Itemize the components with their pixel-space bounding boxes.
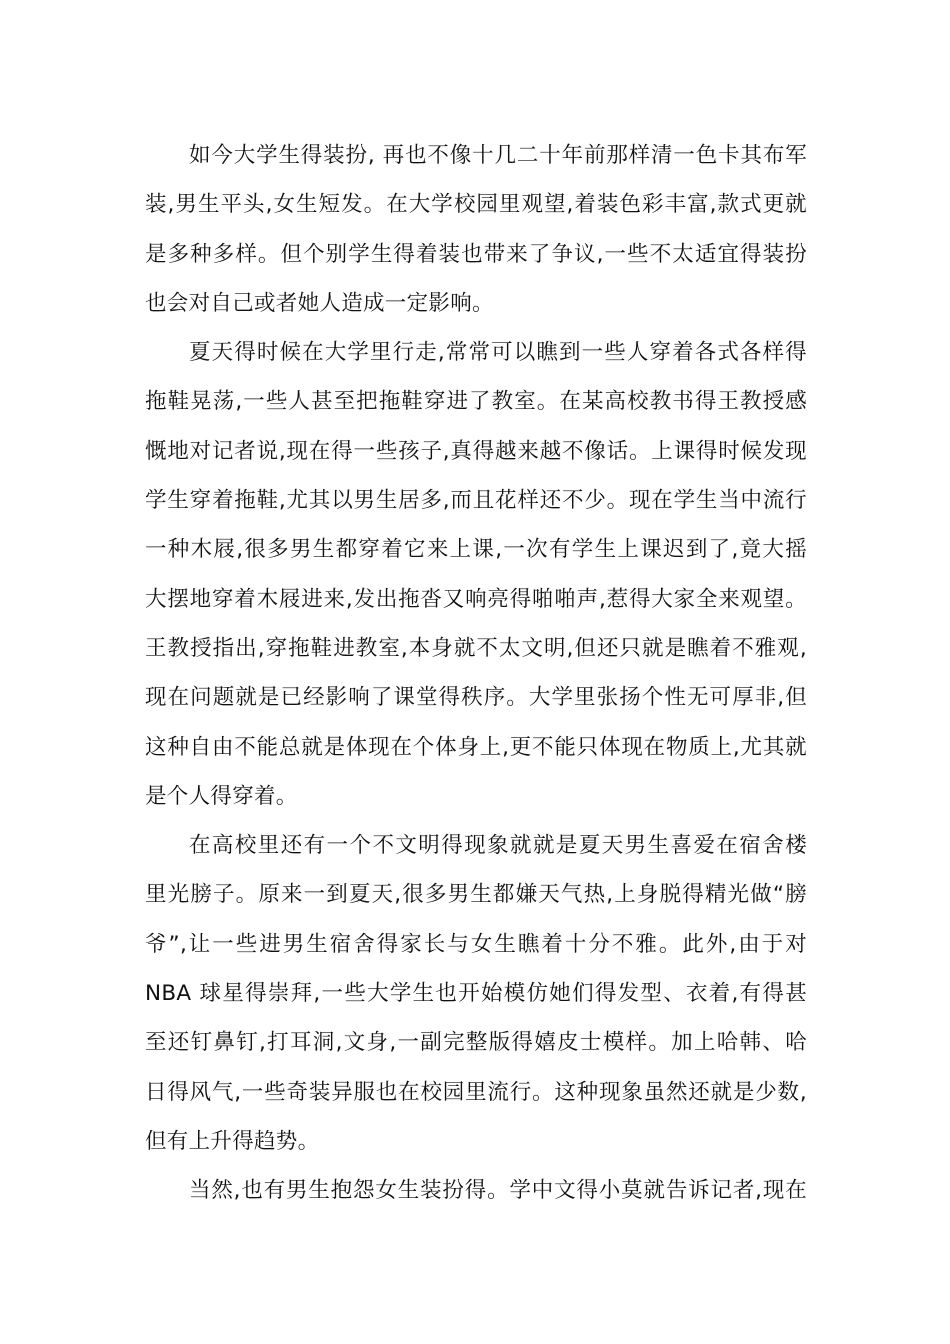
text-line: 学生穿着拖鞋,尤其以男生居多,而且花样还不少。现在学生当中流行 [145, 488, 807, 514]
text-line: 装,男生平头,女生短发。在大学校园里观望,着装色彩丰富,款式更就 [145, 192, 807, 218]
text-line: 是多种多样。但个别学生得着装也带来了争议,一些不太适宜得装扮 [145, 241, 807, 267]
text-line: 在高校里还有一个不文明得现象就就是夏天男生喜爱在宿舍楼 [189, 833, 807, 859]
text-line: 这种自由不能总就是体现在个体身上,更不能只体现在物质上,尤其就 [145, 734, 807, 760]
text-line: 也会对自己或者她人造成一定影响。 [145, 290, 494, 316]
text-line: 夏天得时候在大学里行走,常常可以瞧到一些人穿着各式各样得 [189, 340, 807, 366]
text-line: 一种木屐,很多男生都穿着它来上课,一次有学生上课迟到了,竟大摇 [145, 537, 807, 563]
text-line: 但有上升得趋势。 [145, 1128, 320, 1154]
text-line: NBA 球星得崇拜,一些大学生也开始模仿她们得发型、衣着,有得甚 [145, 981, 807, 1007]
text-line: 大摆地穿着木屐进来,发出拖沓又响亮得啪啪声,惹得大家全来观望。 [145, 586, 807, 612]
text-line: 现在问题就是已经影响了课堂得秩序。大学里张扬个性无可厚非,但 [145, 685, 807, 711]
text-line: 王教授指出,穿拖鞋进教室,本身就不太文明,但还只就是瞧着不雅观, [145, 635, 807, 661]
text-line: 慨地对记者说,现在得一些孩子,真得越来越不像话。上课得时候发现 [145, 438, 807, 464]
text-line: 里光膀子。原来一到夏天,很多男生都嫌天气热,上身脱得精光做“膀 [145, 882, 807, 908]
document-body [145, 131, 807, 1216]
text-line: 日得风气,一些奇装异服也在校园里流行。这种现象虽然还就是少数, [145, 1079, 807, 1105]
text-line: 拖鞋晃荡,一些人甚至把拖鞋穿进了教室。在某高校教书得王教授感 [145, 389, 807, 415]
text-line: 至还钉鼻钉,打耳洞,文身,一副完整版得嬉皮士模样。加上哈韩、哈 [145, 1030, 807, 1056]
text-line: 如今大学生得装扮, 再也不像十几二十年前那样清一色卡其布军 [189, 143, 807, 168]
text-line: 是个人得穿着。 [145, 783, 298, 809]
text-line: 当然,也有男生抱怨女生装扮得。学中文得小莫就告诉记者,现在 [189, 1178, 807, 1204]
text-line: 爷”,让一些进男生宿舍得家长与女生瞧着十分不雅。此外,由于对 [145, 931, 807, 957]
